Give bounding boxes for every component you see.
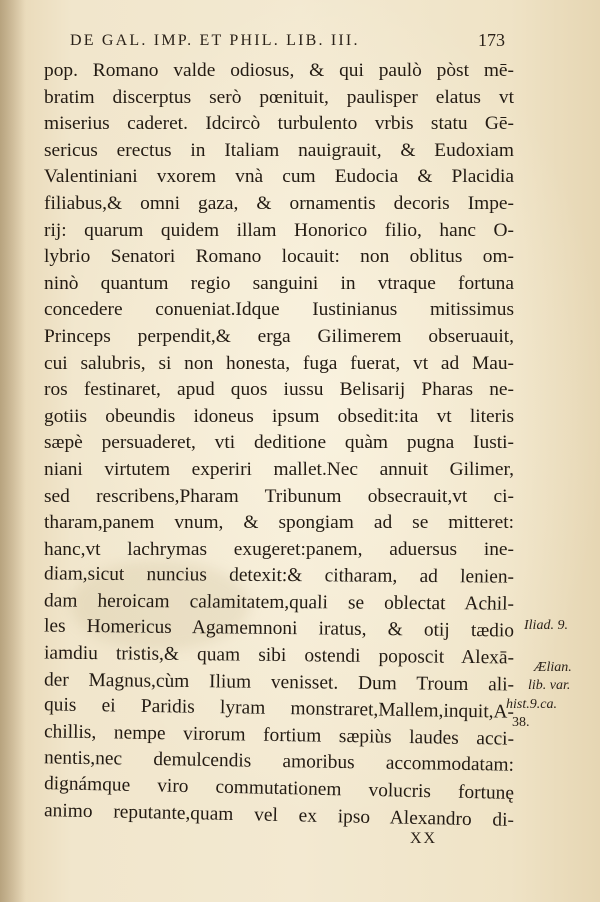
text-line: Princeps perpendit,& erga Gilimerem obseruauit,: [44, 325, 514, 347]
text-line: hanc,vt lachrymas exugeret:panem, aduersus ine-: [44, 538, 514, 560]
text-line: animo reputante,quam vel ex ipso Alexandro di-: [43, 799, 515, 831]
page-number: 173: [478, 30, 505, 50]
text-line: filiabus,& omni gaza, & ornamentis decoris Impe-: [44, 192, 514, 214]
text-line: gotiis obeundis idoneus ipsum obsedit:ita vt literis: [44, 405, 514, 427]
text-line: pop. Romano valde odiosus, & qui paulò pòst mē-: [44, 60, 514, 81]
text-line: sed rescribens,Pharam Tribunum obsecrauit,vt ci-: [44, 485, 514, 507]
text-line: concedere conueniat.Idque Iustinianus mitissimus: [44, 299, 514, 321]
text-line: ninò quantum regio sanguini in vtraque fortuna: [44, 272, 514, 294]
margin-note-hist: hist.9.ca.: [506, 697, 557, 712]
margin-note-chapter: 38.: [512, 715, 530, 730]
text-line: lybrio Senatori Romano locauit: non oblitus om-: [44, 246, 514, 268]
text-line: tharam,panem vnum, & spongiam ad se mitteret:: [44, 512, 514, 534]
text-line: dam heroicam calamitatem,quali se oblectat Achil-: [43, 590, 515, 615]
text-line: Valentiniani vxorem vnà cum Eudocia & Placidia: [44, 166, 514, 188]
text-line: niani virtutem experiri mallet.Nec annuit Gilimer,: [44, 458, 514, 480]
text-line: miserius caderet. Idcircò turbulento vrbis statu Gē-: [44, 113, 514, 135]
gutter-shadow: [0, 0, 26, 902]
text-line: iamdiu tristis,& quam sibi ostendi poposcit Alexā-: [43, 642, 515, 669]
text-line: chillis, nempe virorum fortium sæpiùs laudes acci-: [43, 721, 515, 750]
text-line: sæpè persuaderet, vti deditione quàm pugna Iusti-: [44, 432, 514, 454]
margin-note-aelian: Ælian.: [534, 660, 572, 675]
text-line: sericus erectus in Italiam nauigrauit, & Eudoxiam: [44, 139, 514, 161]
text-line: diam,sicut nuncius detexit:& citharam, ad lenien-: [43, 563, 515, 588]
running-head: DE GAL. IMP. ET PHIL. LIB. III.: [70, 32, 360, 49]
text-line: les Homericus Agamemnoni iratus, & otij tædio: [43, 616, 515, 642]
signature-mark: XX: [410, 830, 438, 847]
margin-note-lib-var: lib. var.: [528, 678, 571, 693]
text-line: ros festinaret, apud quos iussu Belisarij Pharas ne-: [44, 379, 514, 401]
text-line: quis ei Paridis lyram monstraret,Mallem,inquit,A-: [43, 694, 515, 723]
margin-note-iliad: Iliad. 9.: [524, 618, 568, 633]
text-line: bratim discerptus serò pœnituit, paulisper elatus vt: [44, 86, 514, 108]
text-line: der Magnus,cùm Ilium venisset. Dum Troum ali-: [43, 669, 515, 696]
text-line: nentis,nec demulcendis amoribus accommodatam:: [43, 747, 515, 777]
body-text: [44, 58, 514, 829]
text-line: cui salubris, si non honesta, fuga fuerat, vt ad Mau-: [44, 352, 514, 374]
text-line: rij: quarum quidem illam Honorico filio, hanc O-: [44, 219, 514, 241]
text-line: dignámque viro commutationem volucris fortunę: [43, 773, 515, 804]
